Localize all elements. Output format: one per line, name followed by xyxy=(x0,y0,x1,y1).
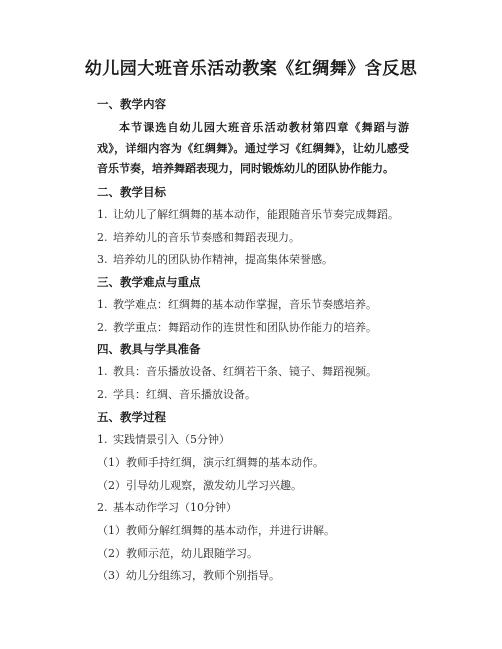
list-item-number: 1. xyxy=(97,433,108,446)
list-item xyxy=(97,230,300,246)
list-item-number: 1. xyxy=(97,365,108,378)
list-item xyxy=(97,432,230,448)
list-item-text: 基本动作学习（10分钟） xyxy=(113,501,237,514)
list-item xyxy=(97,500,237,516)
section-heading-teaching-process: 五、教学过程 xyxy=(97,410,166,424)
list-item-text: 教学重点：舞蹈动作的连贯性和团队协作能力的培养。 xyxy=(113,321,377,334)
list-item xyxy=(97,207,399,223)
list-item-number: 1. xyxy=(97,208,108,221)
section-heading-teaching-content: 一、教学内容 xyxy=(97,97,166,111)
document-title: 幼儿园大班音乐活动教案《红绸舞》含反思 xyxy=(84,59,418,79)
list-item xyxy=(97,478,302,494)
list-item-text: （1）教师分解红绸舞的基本动作，并进行讲解。 xyxy=(97,524,335,537)
list-item-text: 培养幼儿的团队协作精神，提高集体荣誉感。 xyxy=(113,253,333,266)
list-item xyxy=(97,387,256,403)
list-item xyxy=(97,546,258,562)
list-item-text: 培养幼儿的音乐节奏感和舞蹈表现力。 xyxy=(113,231,300,244)
list-item-number: 2. xyxy=(97,321,108,334)
list-item-text: 教具：音乐播放设备、红绸若干条、镜子、舞蹈视频。 xyxy=(113,365,377,378)
list-item xyxy=(97,252,333,268)
list-item-number: 2. xyxy=(97,501,108,514)
list-item-number: 1. xyxy=(97,298,108,311)
list-item-text: 实践情景引入（5分钟） xyxy=(113,433,230,446)
list-item-number: 3. xyxy=(97,253,108,266)
list-item-text: 教学难点：红绸舞的基本动作掌握，音乐节奏感培养。 xyxy=(113,298,377,311)
list-item-text: （3）幼儿分组练习，教师个别指导。 xyxy=(97,569,280,582)
section-heading-teaching-aids: 四、教具与学具准备 xyxy=(97,342,201,356)
section-paragraph-teaching-content: 本节课选自幼儿园大班音乐活动教材第四章《舞蹈与游戏》，详细内容为《红绸舞》。通过学习《红绸舞》，让幼儿感受音乐节奏，培养舞蹈表现力，同时锻炼幼儿的团队协作能力。 xyxy=(97,121,409,175)
list-item-text: （2）引导幼儿观察，激发幼儿学习兴趣。 xyxy=(97,479,302,492)
list-item-number: 2. xyxy=(97,388,108,401)
list-item-text: （1）教师手持红绸，演示红绸舞的基本动作。 xyxy=(97,456,324,469)
list-item xyxy=(97,568,280,584)
list-item xyxy=(97,364,377,380)
list-item-text: 让幼儿了解红绸舞的基本动作，能跟随音乐节奏完成舞蹈。 xyxy=(113,208,399,221)
list-item xyxy=(97,297,377,313)
list-item xyxy=(97,455,324,471)
section-heading-difficulties-key-points: 三、教学难点与重点 xyxy=(97,275,201,289)
list-item-text: 学具：红绸、音乐播放设备。 xyxy=(113,388,256,401)
list-item xyxy=(97,523,335,539)
list-item-number: 2. xyxy=(97,231,108,244)
list-item xyxy=(97,320,377,336)
list-item-text: （2）教师示范，幼儿跟随学习。 xyxy=(97,547,258,560)
section-heading-teaching-goals: 二、教学目标 xyxy=(97,185,166,199)
